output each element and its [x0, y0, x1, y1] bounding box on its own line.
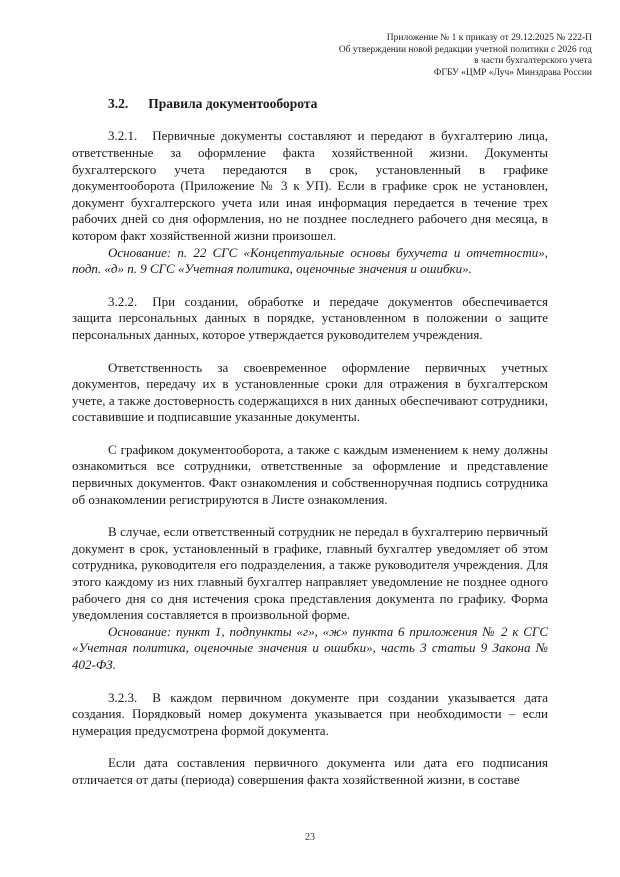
paragraph-text: В случае, если ответственный сотрудник не передал в бухгалтерию первичный документ в срок, установленный в графике, главный бухгалтер уведомляет об этом сотрудника, руководителя его подразделения, а также руководителя учреждения. Для этого каждому из них главный бухгалтер направляет уведомление не позднее одного рабочего дня со дня истечения срока представления документа по графику. Форма уведомления составляется в произвольной форме. [72, 524, 548, 623]
paragraph [72, 128, 548, 244]
paragraph-text: Если дата составления первичного документа или дата его подписания отличается от даты (периода) совершения факта хозяйственной жизни, в составе [72, 755, 548, 787]
paragraph [72, 360, 548, 426]
paragraph-number: 3.2.3. [108, 689, 138, 705]
paragraph-text: Первичные документы составляют и передают в бухгалтерию лица, ответственные за оформление факта хозяйственной жизни. Документы бухгалтерского учета передаются в срок, установленный в графике документооборота (Приложение № 3 к УП). Если в графике срок не установлен, документ бухгалтерского учета или иная информация передается в течение трех рабочих дней со дня оформления, но не позднее последнего рабочего дня месяца, в котором факт хозяйственной жизни произошел. [72, 128, 548, 243]
paragraph [72, 442, 548, 508]
section-title: Правила документооборота [148, 96, 318, 112]
basis-note [72, 624, 548, 674]
header-line: ФГБУ «ЦМР «Луч» Минздрава России [433, 67, 592, 78]
paragraph [72, 755, 548, 788]
paragraph-text: Основание: пункт 1, подпункты «г», «ж» пункта 6 приложения № 2 к СГС «Учетная политика, оценочные значения и ошибки», часть 3 статьи 9 Закона № 402-ФЗ. [72, 623, 548, 672]
document-body [72, 95, 548, 788]
paragraph-number: 3.2.1. [108, 128, 138, 144]
header-line: Об утверждении новой редакции учетной политики с 2026 год [338, 44, 592, 55]
basis-note [72, 245, 548, 278]
section-number: 3.2. [108, 96, 129, 112]
document-header [0, 0, 592, 79]
paragraph-text: При создании, обработке и передаче документов обеспечивается защита персональных данных в порядке, установленном в положении о защите персональных данных, которое утверждается руководителем учреждения. [72, 293, 548, 342]
paragraph [72, 524, 548, 624]
paragraph [72, 690, 548, 740]
paragraph-number: 3.2.2. [108, 293, 138, 309]
paragraph-text: Ответственность за своевременное оформление первичных учетных документов, передачу их в установленные сроки для отражения в бухгалтерском учете, а также достоверность содержащихся в них данных обеспечивают сотрудники, составившие и подписавшие указанные документы. [72, 359, 548, 425]
paragraph-text: Основание: п. 22 СГС «Концептуальные основы бухучета и отчетности», подп. «д» п. 9 СГС «Учетная политика, оценочные значения и ошибки». [72, 244, 548, 277]
paragraph-text: С графиком документооборота, а также с каждым изменением к нему должны ознакомиться все сотрудники, ответственные за оформление и представление первичных документов. Факт ознакомления и собственноручная подпись сотрудника об ознакомлении регистрируются в Листе ознакомления. [72, 441, 548, 507]
section-heading [72, 95, 548, 112]
header-line: в части бухгалтерского учета [474, 56, 592, 67]
header-line: Приложение № 1 к приказу от 29.12.2025 № 222-П [386, 33, 592, 43]
paragraph-text: В каждом первичном документе при создании указывается дата создания. Порядковый номер документа указывается при необходимости – если нумерация предусмотрена формой документа. [72, 689, 548, 738]
page-number: 23 [305, 832, 315, 843]
paragraph [72, 294, 548, 344]
